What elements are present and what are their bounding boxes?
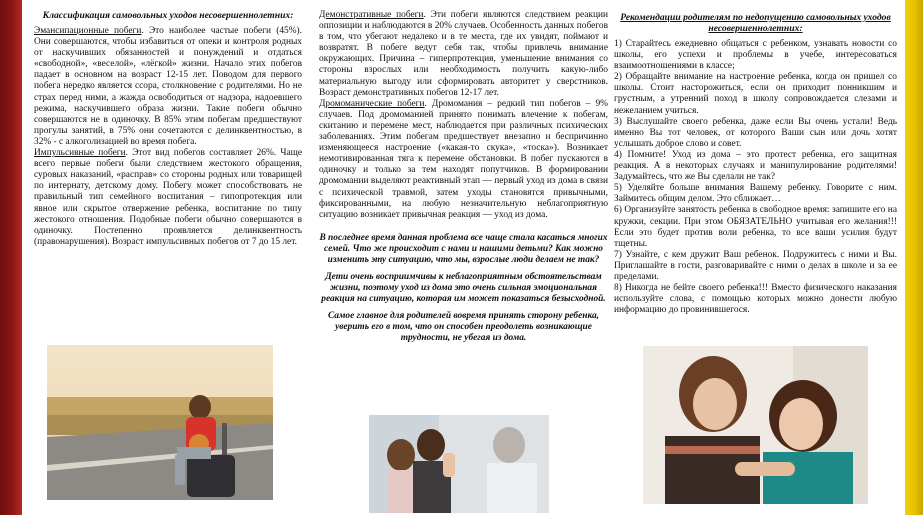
column-recommendations	[614, 10, 897, 316]
dromomania-text: . Дромомания – редкий тип побегов – 9% случаев. Под дромоманией принято понимать влечение к побегам, скитанию и перемене мест, наблюдается при различных психических заболеваниях. Этим побегам предшествует внезапно и беспричинно изменяющееся настроение («какая-то скука», «тоска»). Возникает немотивированная тяга к перемене обстановки. В побег пускаются в одиночку и только за тем находят попутчиков. В формировании дромомании выделяют реактивный этап — первый уход из дома в связи с психической травмой, затем уходы становятся привычными, фиксированными, на любую незначительную неблагоприятную ситуацию возникает привычная реакция — уход из дома.	[319, 98, 608, 220]
italic-question: В последнее время данная проблема все чаще стала касаться многих семей. Что же происходит с нами и нашими детьми? Как можно изменить эту ситуацию, что мы, взрослые люди делаем не так?	[319, 232, 608, 265]
photo-family-consultation	[369, 415, 549, 513]
recommendations-title: Рекомендации родителям по недопущению самовольных уходов несовершеннолетних:	[620, 12, 891, 34]
italic-main-advice: Самое главное для родителей вовремя принять сторону ребенка, уверить его в том, что он способен преодолеть возникающие трудности, не убегая из дома.	[327, 310, 600, 343]
italic-children: Дети очень восприимчивы к неблагоприятным обстоятельствам жизни, поэтому уход из дома это очень сильная эмоциональная реакция на ситуацию, которая им может показаться безысходной.	[321, 271, 606, 304]
impulsive-text: . Этот вид побегов составляет 26%. Чаще всего первые побеги были следствием жестокого обращения, суровых наказаний, «расправ» со стороны родных или товарищей по интернату, детскому дому. Побегу может способствовать не правильный тип семейного воспитания – гипопротекция или явное или скрытое отвержение ребенка, воспитание по типу жестокого отношения. Подобные побеги обычно совершаются в одиночку. Постепенно проявляется делинквентность (правонарушения). Возраст импульсивных побегов от 7 до 15 лет.	[34, 148, 302, 247]
column-classification	[34, 10, 302, 248]
demonstrative-label: Демонстративные побеги	[319, 10, 424, 20]
recommendation-item: 7) Узнайте, с кем дружит Ваш ребенок. Подружитесь с ними и Вы. Приглашайте в гости, разговаривайте с ними о делах в школе и за ее пределами.	[614, 249, 897, 282]
column-types	[319, 10, 608, 344]
emancipation-text: . Это наиболее частые побеги (45%). Они совершаются, чтобы избавиться от опеки и контроля родных от наскучивших обязанностей и понуждений и отдаться «свободной», «веселой», «лёгкой» жизни. Начало этих побегов падает в основном на возраст 12-15 лет. Поводом для первого побега нередко является ссора, столкновение с родителями. Но не страх перед ними, а жажда освободиться от надзора, надоевшего режима, наскучившего образа жизни. Такие побеги обычно совершаются не в одиночку. В 85% этим побегам предшествуют прогулы занятий, в 75% они сочетаются с делинквентностью, в 32% - с алкоголизацией во время побега.	[34, 26, 302, 147]
photo-boy-on-suitcase	[47, 345, 273, 500]
recommendation-item: 3) Выслушайте своего ребенка, даже если Вы очень устали! Ведь именно Вы тот человек, от которого Ваши сын или дочь хотят услышать доброе слово и совет.	[614, 116, 897, 149]
demonstrative-text: . Эти побеги являются следствием реакции оппозиции и наблюдаются в 20% случаев. Особенность данных побегов в том, что убегают недалеко и в те места, где их увидят, поймают и возвратят. В побеге ведут себя так, чтобы привлечь внимание окружающих. Причина – гиперпротекция, уменьшение внимания со стороны взрослых или необходимость получить какую-либо материальную выгоду или сформировать авторитет у сверстников. Возраст демонстративных побегов 12-17 лет.	[319, 10, 608, 98]
recommendation-item: 6) Организуйте занятость ребенка в свободное время: запишите его на кружки, секции. При этом ОБЯЗАТЕЛЬНО учитывая его желания!!! Если это будет против воли ребенка, то все ваши усилия будут тщетны.	[614, 205, 897, 249]
dromomania-paragraph	[319, 99, 608, 221]
impulsive-paragraph	[34, 148, 302, 248]
impulsive-label: Импульсивные побеги	[34, 148, 126, 159]
dromomania-label: Дромоманические побеги	[319, 98, 425, 109]
left-decorative-border	[0, 0, 22, 515]
recommendation-item: 1) Старайтесь ежедневно общаться с ребенком, узнавать новости со школы, его успехи и проблемы в учебе, интересоваться взаимоотношениями в классе;	[614, 39, 897, 72]
emancipation-paragraph	[34, 26, 302, 148]
right-decorative-border	[905, 0, 923, 515]
recommendation-item: 5) Уделяйте больше внимания Вашему ребенку. Говорите с ним. Займитесь общим делом. Это сближает…	[614, 183, 897, 205]
demonstrative-paragraph	[319, 10, 608, 99]
classification-title: Классификация самовольных уходов несовершеннолетних:	[42, 10, 294, 21]
emancipation-label: Эмансипационные побеги	[34, 26, 142, 36]
recommendation-item: 4) Помните! Уход из дома – это протест ребенка, его защитная реакция. А в некоторых случаях и манипулирование родителями! Задумайтесь, что же Вы сделали не так?	[614, 149, 897, 183]
photo-mother-daughter	[643, 346, 868, 504]
recommendation-item: 2) Обращайте внимание на настроение ребенка, когда он пришел со школы. Стоит насторожиться, если он приходит понникшим и грустным, а утренний поход в школу сопровождается слезами и нежеланием учиться.	[614, 72, 897, 116]
recommendation-item: 8) Никогда не бейте своего ребенка!!! Вместо физического наказания используйте слова, с помощью которых можно донести любую информацию до провинившегося.	[614, 283, 897, 316]
